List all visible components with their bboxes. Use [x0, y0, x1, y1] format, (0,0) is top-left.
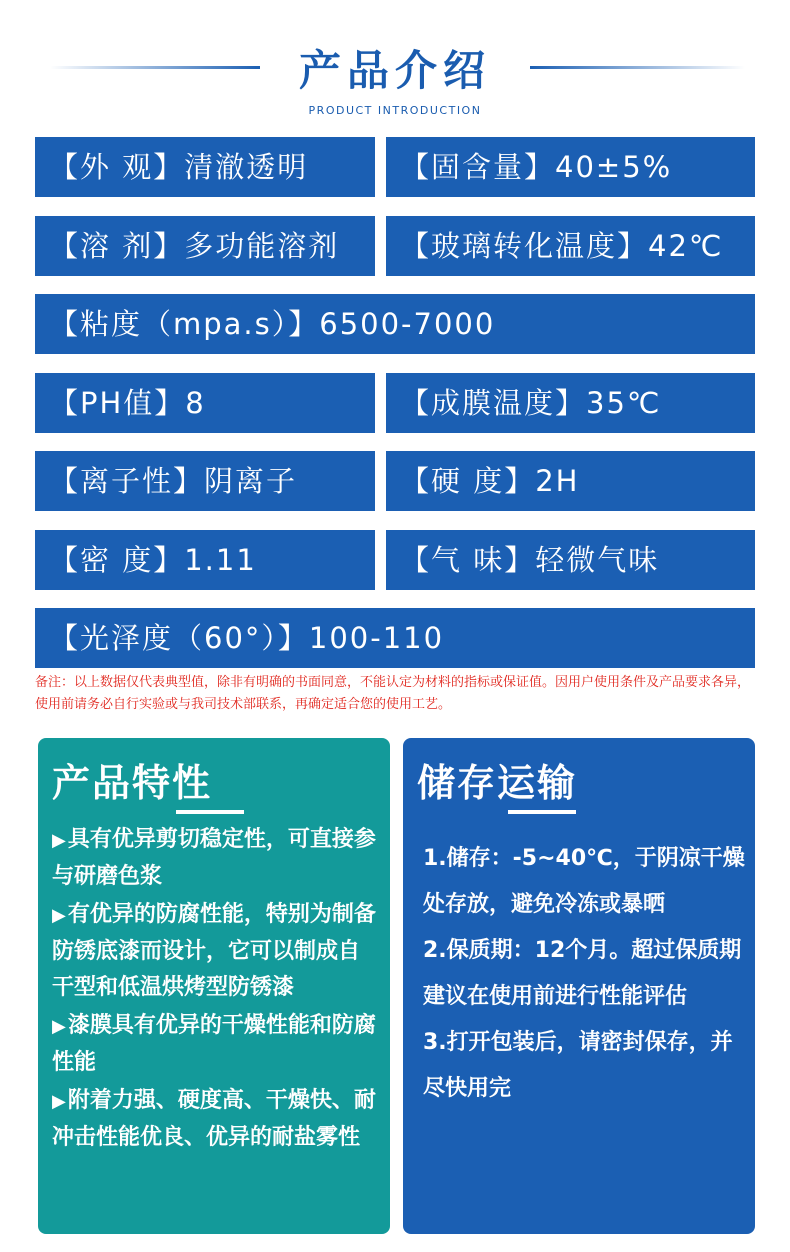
arrow-right-icon: ▶	[52, 830, 66, 851]
storage-item: 1.储存：-5~40℃，于阴凉干燥处存放，避免冷冻或暴晒	[423, 846, 745, 917]
feature-item	[52, 822, 380, 895]
storage-list	[423, 836, 745, 1112]
feature-item	[52, 1083, 380, 1156]
section-subtitle: PRODUCT INTRODUCTION	[308, 104, 482, 117]
features-list	[52, 822, 380, 1158]
spec-film-temp: 【成膜温度】35℃	[386, 373, 755, 433]
storage-item: 2.保质期：12个月。超过保质期建议在使用前进行性能评估	[423, 938, 742, 1009]
storage-title-underline	[508, 810, 576, 814]
feature-item	[52, 897, 380, 1006]
spec-ph: 【PH值】8	[35, 373, 375, 433]
spec-solvent: 【溶 剂】多功能溶剂	[35, 216, 375, 276]
spec-glass-transition: 【玻璃转化温度】42℃	[386, 216, 755, 276]
feature-text: 有优异的防腐性能，特别为制备防锈底漆而设计，它可以制成自干型和低温烘烤型防锈漆	[52, 902, 376, 1000]
spec-gloss: 【光泽度（60°）】100-110	[35, 608, 755, 668]
feature-text: 附着力强、硬度高、干燥快、耐冲击性能优良、优异的耐盐雾性	[52, 1088, 376, 1150]
features-title-underline	[176, 810, 244, 814]
storage-title: 储存运输	[417, 761, 578, 805]
section-title: 产品介绍	[298, 46, 491, 95]
arrow-right-icon: ▶	[52, 1091, 66, 1112]
storage-card	[403, 738, 755, 1234]
spec-solid-content: 【固含量】40±5%	[386, 137, 755, 197]
storage-item: 3.打开包装后，请密封保存，并尽快用完	[423, 1030, 733, 1101]
disclaimer-note: 备注：以上数据仅代表典型值，除非有明确的书面同意，不能认定为材料的指标或保证值。因用户使用条件及产品要求各异，使用前请务必自行实验或与我司技术部联系，再确定适合您的使用工艺。	[35, 675, 751, 712]
arrow-right-icon: ▶	[52, 1016, 66, 1037]
spec-ionic: 【离子性】阴离子	[35, 451, 375, 511]
features-card	[38, 738, 390, 1234]
spec-hardness: 【硬 度】2H	[386, 451, 755, 511]
features-title: 产品特性	[52, 761, 213, 805]
spec-odor: 【气 味】轻微气味	[386, 530, 755, 590]
spec-density: 【密 度】1.11	[35, 530, 375, 590]
spec-appearance: 【外 观】清澈透明	[35, 137, 375, 197]
section-header	[0, 0, 790, 130]
arrow-right-icon: ▶	[52, 905, 66, 926]
feature-item	[52, 1008, 380, 1081]
feature-text: 漆膜具有优异的干燥性能和防腐性能	[52, 1013, 376, 1075]
feature-text: 具有优异剪切稳定性，可直接参与研磨色浆	[52, 827, 376, 889]
spec-viscosity: 【粘度（mpa.s）】6500-7000	[35, 294, 755, 354]
